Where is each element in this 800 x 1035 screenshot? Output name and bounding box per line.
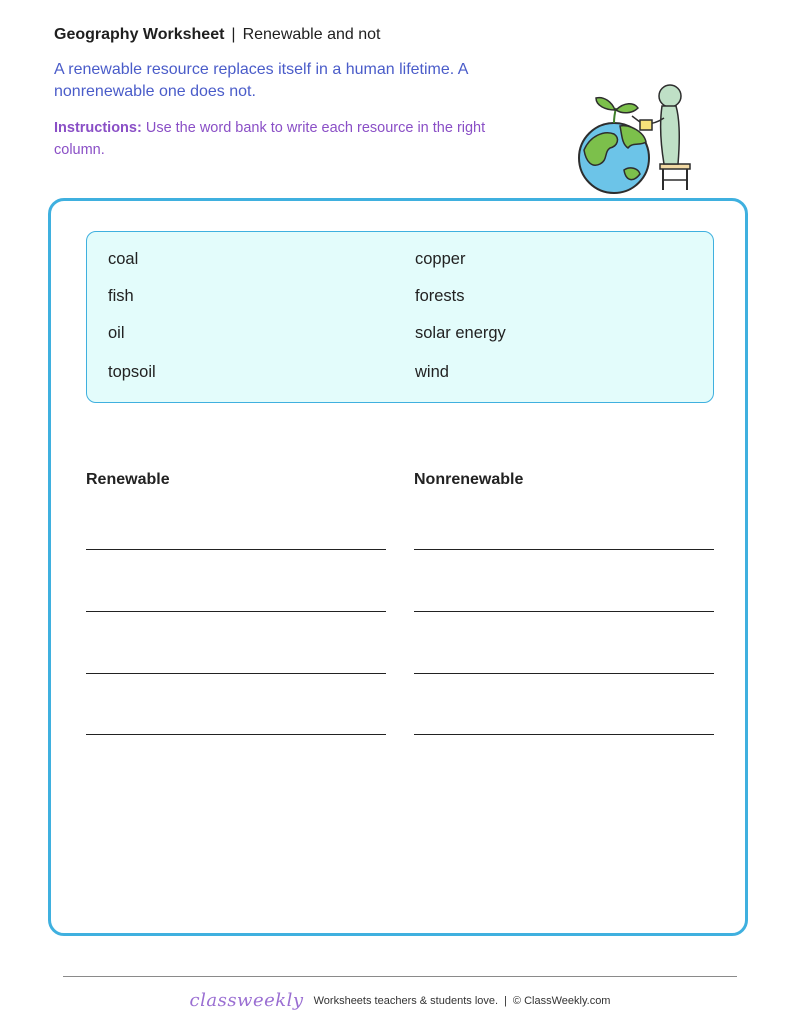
word-bank-item: coal: [108, 250, 139, 268]
word-bank-item: oil: [108, 324, 125, 342]
renewable-answer-line[interactable]: [86, 734, 386, 735]
footer-separator: |: [504, 995, 507, 1007]
instructions-label: Instructions:: [54, 120, 142, 136]
instructions: [54, 117, 514, 161]
word-bank-item: wind: [415, 363, 449, 381]
earth-sprout-watering-icon: [574, 80, 704, 198]
brand-logo: classweekly: [189, 990, 304, 1011]
renewable-answer-line[interactable]: [86, 611, 386, 612]
word-bank-item: forests: [415, 287, 465, 305]
word-bank-item: solar energy: [415, 324, 506, 342]
word-bank: [86, 231, 714, 403]
header-separator: |: [231, 26, 236, 43]
footer-tagline: Worksheets teachers & students love.: [313, 995, 499, 1007]
renewable-column-header: Renewable: [86, 471, 170, 488]
worksheet-subtitle: Renewable and not: [242, 26, 381, 43]
intro-text: A renewable resource replaces itself in a human lifetime. A nonrenewable one does not.: [54, 61, 468, 100]
footer-divider: [63, 976, 737, 977]
renewable-answer-line[interactable]: [86, 673, 386, 674]
word-bank-item: copper: [415, 250, 466, 268]
nonrenewable-answer-line[interactable]: [414, 673, 714, 674]
nonrenewable-answer-line[interactable]: [414, 611, 714, 612]
footer-copyright: © ClassWeekly.com: [512, 995, 611, 1007]
nonrenewable-column-header: Nonrenewable: [414, 471, 524, 488]
worksheet-header: [54, 26, 380, 44]
nonrenewable-answer-line[interactable]: [414, 734, 714, 735]
word-bank-item: topsoil: [108, 363, 156, 381]
nonrenewable-answer-line[interactable]: [414, 549, 714, 550]
renewable-answer-line[interactable]: [86, 549, 386, 550]
instructions-text: Use the word bank to write each resource in the right column.: [54, 120, 486, 158]
word-bank-item: fish: [108, 287, 134, 305]
footer: [0, 990, 800, 1011]
worksheet-title: Geography Worksheet: [54, 26, 225, 43]
